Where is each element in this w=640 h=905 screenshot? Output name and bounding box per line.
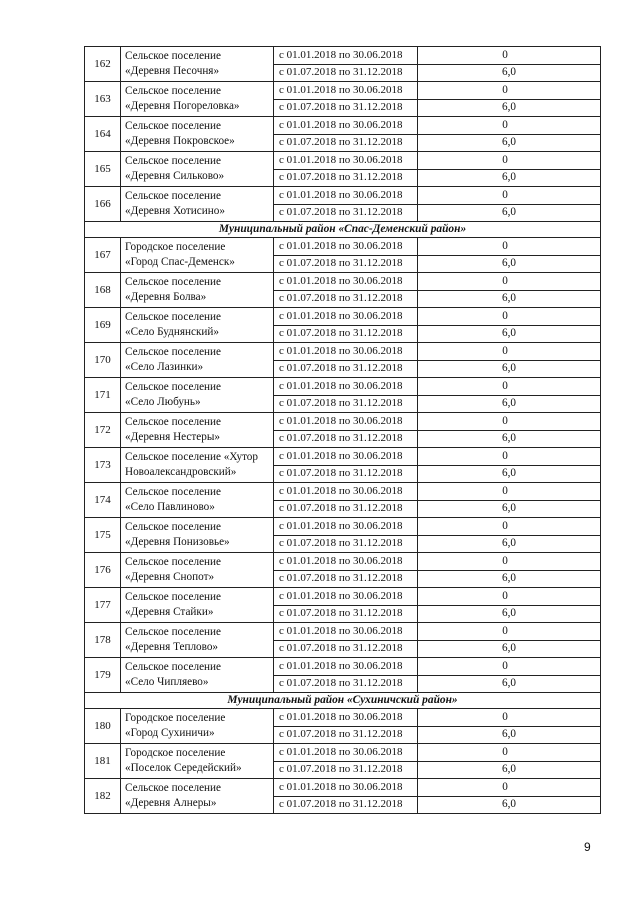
value-second-half: 6,0: [418, 204, 601, 222]
value-second-half: 6,0: [418, 675, 601, 693]
period-first-half: с 01.01.2018 по 30.06.2018: [274, 588, 418, 606]
value-first-half: 0: [418, 47, 601, 65]
settlement-type: Городское поселение: [125, 241, 226, 253]
value-first-half: 0: [418, 273, 601, 291]
value-first-half: 0: [418, 378, 601, 396]
value-first-half: 0: [418, 709, 601, 727]
period-first-half: с 01.01.2018 по 30.06.2018: [274, 117, 418, 135]
row-number: 178: [85, 623, 121, 658]
row-number: 176: [85, 553, 121, 588]
period-second-half: с 01.07.2018 по 31.12.2018: [274, 99, 418, 117]
table-row: [85, 238, 601, 256]
period-second-half: с 01.07.2018 по 31.12.2018: [274, 360, 418, 378]
table-row: [85, 308, 601, 326]
settlement-name: [121, 82, 274, 117]
table-row: [85, 82, 601, 100]
settlement-title: «Село Лазинки»: [125, 361, 204, 373]
settlement-type: Сельское поселение: [125, 521, 221, 533]
settlement-name: [121, 343, 274, 378]
table-row: [85, 273, 601, 291]
period-second-half: с 01.07.2018 по 31.12.2018: [274, 605, 418, 623]
row-number: 166: [85, 187, 121, 222]
settlement-type: Сельское поселение: [125, 190, 221, 202]
period-first-half: с 01.01.2018 по 30.06.2018: [274, 553, 418, 571]
settlement-title: «Деревня Алнеры»: [125, 797, 217, 809]
value-first-half: 0: [418, 187, 601, 205]
table-row: [85, 378, 601, 396]
tariff-table: [84, 46, 601, 814]
table-row: [85, 483, 601, 501]
value-first-half: 0: [418, 448, 601, 466]
value-first-half: 0: [418, 553, 601, 571]
period-second-half: с 01.07.2018 по 31.12.2018: [274, 796, 418, 814]
settlement-name: [121, 658, 274, 693]
value-first-half: 0: [418, 588, 601, 606]
section-title: Муниципальный район «Спас-Деменский район»: [85, 222, 601, 238]
period-second-half: с 01.07.2018 по 31.12.2018: [274, 134, 418, 152]
period-first-half: с 01.01.2018 по 30.06.2018: [274, 658, 418, 676]
settlement-title: «Поселок Середейский»: [125, 762, 242, 774]
value-second-half: 6,0: [418, 726, 601, 744]
section-title: Муниципальный район «Сухиничский район»: [85, 693, 601, 709]
settlement-name: [121, 779, 274, 814]
value-second-half: 6,0: [418, 255, 601, 273]
period-second-half: с 01.07.2018 по 31.12.2018: [274, 640, 418, 658]
settlement-type: Сельское поселение: [125, 591, 221, 603]
settlement-type: Сельское поселение: [125, 381, 221, 393]
settlement-title: «Село Любунь»: [125, 396, 201, 408]
settlement-title: «Село Павлиново»: [125, 501, 215, 513]
settlement-title: «Деревня Песочня»: [125, 65, 220, 77]
period-first-half: с 01.01.2018 по 30.06.2018: [274, 273, 418, 291]
value-second-half: 6,0: [418, 430, 601, 448]
value-second-half: 6,0: [418, 570, 601, 588]
settlement-type: Сельское поселение: [125, 661, 221, 673]
settlement-name: [121, 588, 274, 623]
settlement-title: «Город Сухиничи»: [125, 727, 215, 739]
settlement-type: Сельское поселение «Хутор: [125, 451, 258, 463]
period-first-half: с 01.01.2018 по 30.06.2018: [274, 152, 418, 170]
settlement-type: Сельское поселение: [125, 626, 221, 638]
settlement-title: «Деревня Теплово»: [125, 641, 219, 653]
period-second-half: с 01.07.2018 по 31.12.2018: [274, 204, 418, 222]
period-second-half: с 01.07.2018 по 31.12.2018: [274, 64, 418, 82]
settlement-type: Сельское поселение: [125, 782, 221, 794]
period-first-half: с 01.01.2018 по 30.06.2018: [274, 413, 418, 431]
row-number: 173: [85, 448, 121, 483]
settlement-type: Сельское поселение: [125, 155, 221, 167]
value-second-half: 6,0: [418, 64, 601, 82]
row-number: 175: [85, 518, 121, 553]
period-first-half: с 01.01.2018 по 30.06.2018: [274, 343, 418, 361]
period-first-half: с 01.01.2018 по 30.06.2018: [274, 623, 418, 641]
row-number: 179: [85, 658, 121, 693]
table-row: [85, 413, 601, 431]
value-first-half: 0: [418, 82, 601, 100]
value-second-half: 6,0: [418, 640, 601, 658]
table-row: [85, 779, 601, 797]
settlement-name: [121, 518, 274, 553]
value-second-half: 6,0: [418, 465, 601, 483]
settlement-name: [121, 273, 274, 308]
settlement-type: Сельское поселение: [125, 556, 221, 568]
row-number: 170: [85, 343, 121, 378]
value-first-half: 0: [418, 308, 601, 326]
table-row: [85, 343, 601, 361]
section-header-row: [85, 693, 601, 709]
page-number: 9: [584, 840, 591, 854]
table-row: [85, 623, 601, 641]
period-first-half: с 01.01.2018 по 30.06.2018: [274, 378, 418, 396]
settlement-title: «Деревня Стайки»: [125, 606, 214, 618]
value-second-half: 6,0: [418, 500, 601, 518]
row-number: 180: [85, 709, 121, 744]
period-first-half: с 01.01.2018 по 30.06.2018: [274, 744, 418, 762]
settlement-type: Городское поселение: [125, 712, 226, 724]
settlement-title: «Деревня Понизовье»: [125, 536, 230, 548]
period-second-half: с 01.07.2018 по 31.12.2018: [274, 169, 418, 187]
settlement-name: [121, 47, 274, 82]
row-number: 172: [85, 413, 121, 448]
period-second-half: с 01.07.2018 по 31.12.2018: [274, 535, 418, 553]
row-number: 174: [85, 483, 121, 518]
settlement-title: «Деревня Сильково»: [125, 170, 225, 182]
period-first-half: с 01.01.2018 по 30.06.2018: [274, 238, 418, 256]
settlement-type: Сельское поселение: [125, 416, 221, 428]
value-first-half: 0: [418, 413, 601, 431]
value-second-half: 6,0: [418, 605, 601, 623]
value-second-half: 6,0: [418, 134, 601, 152]
period-first-half: с 01.01.2018 по 30.06.2018: [274, 308, 418, 326]
settlement-title: Новоалександровский»: [125, 466, 237, 478]
settlement-name: [121, 308, 274, 343]
table-row: [85, 47, 601, 65]
settlement-name: [121, 378, 274, 413]
value-first-half: 0: [418, 779, 601, 797]
period-second-half: с 01.07.2018 по 31.12.2018: [274, 255, 418, 273]
value-second-half: 6,0: [418, 796, 601, 814]
period-second-half: с 01.07.2018 по 31.12.2018: [274, 465, 418, 483]
settlement-title: «Деревня Болва»: [125, 291, 207, 303]
period-first-half: с 01.01.2018 по 30.06.2018: [274, 483, 418, 501]
value-first-half: 0: [418, 744, 601, 762]
value-second-half: 6,0: [418, 360, 601, 378]
table-row: [85, 744, 601, 762]
table-row: [85, 448, 601, 466]
table-row: [85, 553, 601, 571]
period-second-half: с 01.07.2018 по 31.12.2018: [274, 726, 418, 744]
settlement-type: Сельское поселение: [125, 50, 221, 62]
value-first-half: 0: [418, 658, 601, 676]
settlement-name: [121, 483, 274, 518]
settlement-name: [121, 448, 274, 483]
row-number: 162: [85, 47, 121, 82]
settlement-title: «Деревня Погореловка»: [125, 100, 240, 112]
period-first-half: с 01.01.2018 по 30.06.2018: [274, 82, 418, 100]
value-second-half: 6,0: [418, 325, 601, 343]
period-first-half: с 01.01.2018 по 30.06.2018: [274, 518, 418, 536]
settlement-type: Сельское поселение: [125, 276, 221, 288]
value-second-half: 6,0: [418, 290, 601, 308]
row-number: 181: [85, 744, 121, 779]
settlement-title: «Село Буднянский»: [125, 326, 219, 338]
settlement-name: [121, 152, 274, 187]
row-number: 169: [85, 308, 121, 343]
period-first-half: с 01.01.2018 по 30.06.2018: [274, 187, 418, 205]
settlement-type: Сельское поселение: [125, 311, 221, 323]
row-number: 164: [85, 117, 121, 152]
period-first-half: с 01.01.2018 по 30.06.2018: [274, 448, 418, 466]
settlement-title: «Деревня Покровское»: [125, 135, 235, 147]
value-second-half: 6,0: [418, 395, 601, 413]
period-second-half: с 01.07.2018 по 31.12.2018: [274, 675, 418, 693]
tariff-table-body: [85, 47, 601, 814]
table-row: [85, 658, 601, 676]
period-second-half: с 01.07.2018 по 31.12.2018: [274, 290, 418, 308]
period-second-half: с 01.07.2018 по 31.12.2018: [274, 500, 418, 518]
settlement-title: «Деревня Хотисино»: [125, 205, 225, 217]
period-second-half: с 01.07.2018 по 31.12.2018: [274, 325, 418, 343]
settlement-name: [121, 623, 274, 658]
value-second-half: 6,0: [418, 169, 601, 187]
row-number: 163: [85, 82, 121, 117]
settlement-type: Сельское поселение: [125, 120, 221, 132]
value-first-half: 0: [418, 483, 601, 501]
settlement-title: «Город Спас-Деменск»: [125, 256, 235, 268]
period-first-half: с 01.01.2018 по 30.06.2018: [274, 47, 418, 65]
settlement-name: [121, 238, 274, 273]
settlement-type: Городское поселение: [125, 747, 226, 759]
period-first-half: с 01.01.2018 по 30.06.2018: [274, 709, 418, 727]
settlement-name: [121, 553, 274, 588]
period-second-half: с 01.07.2018 по 31.12.2018: [274, 430, 418, 448]
settlement-name: [121, 117, 274, 152]
settlement-title: «Деревня Снопот»: [125, 571, 215, 583]
value-first-half: 0: [418, 152, 601, 170]
value-first-half: 0: [418, 238, 601, 256]
value-first-half: 0: [418, 518, 601, 536]
settlement-name: [121, 187, 274, 222]
settlement-type: Сельское поселение: [125, 85, 221, 97]
table-row: [85, 709, 601, 727]
value-first-half: 0: [418, 343, 601, 361]
row-number: 165: [85, 152, 121, 187]
table-row: [85, 588, 601, 606]
value-second-half: 6,0: [418, 99, 601, 117]
settlement-title: «Село Чипляево»: [125, 676, 209, 688]
row-number: 171: [85, 378, 121, 413]
settlement-type: Сельское поселение: [125, 486, 221, 498]
settlement-name: [121, 744, 274, 779]
table-row: [85, 152, 601, 170]
period-first-half: с 01.01.2018 по 30.06.2018: [274, 779, 418, 797]
table-row: [85, 117, 601, 135]
settlement-name: [121, 413, 274, 448]
settlement-name: [121, 709, 274, 744]
row-number: 167: [85, 238, 121, 273]
settlement-title: «Деревня Нестеры»: [125, 431, 220, 443]
table-row: [85, 187, 601, 205]
row-number: 177: [85, 588, 121, 623]
table-row: [85, 518, 601, 536]
row-number: 168: [85, 273, 121, 308]
settlement-type: Сельское поселение: [125, 346, 221, 358]
period-second-half: с 01.07.2018 по 31.12.2018: [274, 761, 418, 779]
section-header-row: [85, 222, 601, 238]
row-number: 182: [85, 779, 121, 814]
value-first-half: 0: [418, 117, 601, 135]
value-first-half: 0: [418, 623, 601, 641]
period-second-half: с 01.07.2018 по 31.12.2018: [274, 395, 418, 413]
value-second-half: 6,0: [418, 535, 601, 553]
value-second-half: 6,0: [418, 761, 601, 779]
period-second-half: с 01.07.2018 по 31.12.2018: [274, 570, 418, 588]
